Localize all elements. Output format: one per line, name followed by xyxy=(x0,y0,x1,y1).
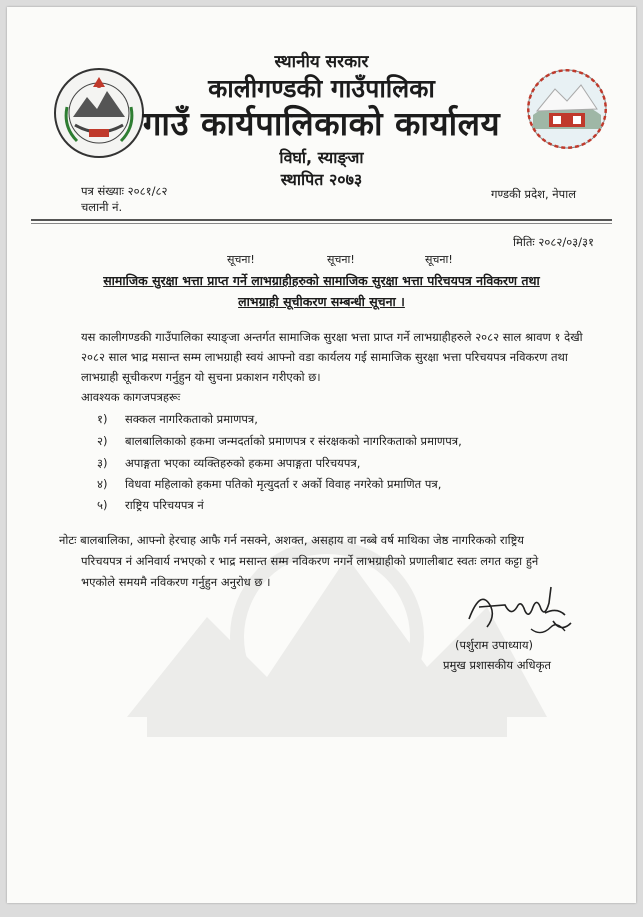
note-line: भएकोले समयमै नविकरण गर्नुहुन अनुरोध छ । xyxy=(81,575,271,589)
documents-heading: आवश्यक कागजपत्रहरूः xyxy=(81,390,181,404)
document-item: २) बालबालिकाको हकमा जन्मदर्ताको प्रमाणपत्र र संरक्षकको नागरिकताको प्रमाणपत्र, xyxy=(97,434,462,448)
signer-title: प्रमुख प्रशासकीय अधिकृत xyxy=(443,658,551,672)
body-paragraph: यस कालीगण्डकी गाउँपालिका स्याङ्जा अन्तर्गत सामाजिक सुरक्षा भत्ता प्राप्त गर्ने लाभग्राहीहरुले २०८२ साल श्रावण १ देखी २०८२ साल भाद्र मसान्त सम्म लाभग्राही स्वयं आफ्नो वडा कार्यलय गई सामाजिक सुरक्षा भत्ता परिचयपत्र नविकरण तथा लाभग्राही सूचीकरण गर्नुहुन यो सुचना प्रकाशन गरीएको छ। xyxy=(81,330,583,384)
document-item: ३) अपाङ्गता भएका व्यक्तिहरुको हकमा अपाङ्गता परिचयपत्र, xyxy=(97,456,361,470)
dispatch-number: चलानी नं. xyxy=(81,200,123,214)
municipality-name: कालीगण्डकी गाउँपालिका xyxy=(208,74,435,103)
office-address: विर्घा, स्याङ्जा xyxy=(279,148,364,167)
signer-name: (पर्शुराम उपाध्याय) xyxy=(455,638,533,652)
letter-date: मितिः २०८२/०३/३१ xyxy=(513,235,594,249)
document-item: ५) राष्ट्रिय परिचयपत्र नं xyxy=(97,498,204,512)
notice-word: सूचना! xyxy=(227,253,255,266)
notice-subject-line: सामाजिक सुरक्षा भत्ता प्राप्त गर्ने लाभग्राहीहरुको सामाजिक सुरक्षा भत्ता परिचयपत्र नविकरण तथा xyxy=(103,273,540,288)
notice-word: सूचना! xyxy=(425,253,453,266)
letter-number: पत्र संख्याः २०८१/८२ xyxy=(81,184,168,198)
handwritten-signature xyxy=(461,577,581,647)
local-government-label: स्थानीय सरकार xyxy=(274,52,369,72)
document-item: ४) विधवा महिलाको हकमा पतिको मृत्युदर्ता र अर्को विवाह नगरेको प्रमाणित पत्र, xyxy=(97,477,442,491)
note-line: नोटः बालबालिका, आफ्नो हेरचाह आफै गर्न नसक्ने, अशक्त, असहाय वा नब्बे वर्ष माथिका जेष्ठ नागरिकको राष्ट्रिय xyxy=(59,533,524,547)
note-line: परिचयपत्र नं अनिवार्य नभएको र भाद्र मसान्त सम्म नविकरण नगर्ने लाभग्राहीको प्रणालीबाट स्वतः लगत कट्टा हुने xyxy=(81,554,539,568)
letter-page xyxy=(7,7,636,903)
document-item: १) सक्कल नागरिकताको प्रमाणपत्र, xyxy=(97,412,258,426)
header-divider xyxy=(31,219,612,221)
office-title: गाउँ कार्यपालिकाको कार्यालय xyxy=(142,104,501,143)
province-label: गण्डकी प्रदेश, नेपाल xyxy=(490,187,576,201)
notice-subject-line: लाभग्राही सूचीकरण सम्बन्धी सूचना । xyxy=(238,294,405,309)
notice-word: सूचना! xyxy=(327,253,355,266)
established-year: स्थापित २०७३ xyxy=(280,170,363,189)
header-divider-thin xyxy=(31,223,612,224)
